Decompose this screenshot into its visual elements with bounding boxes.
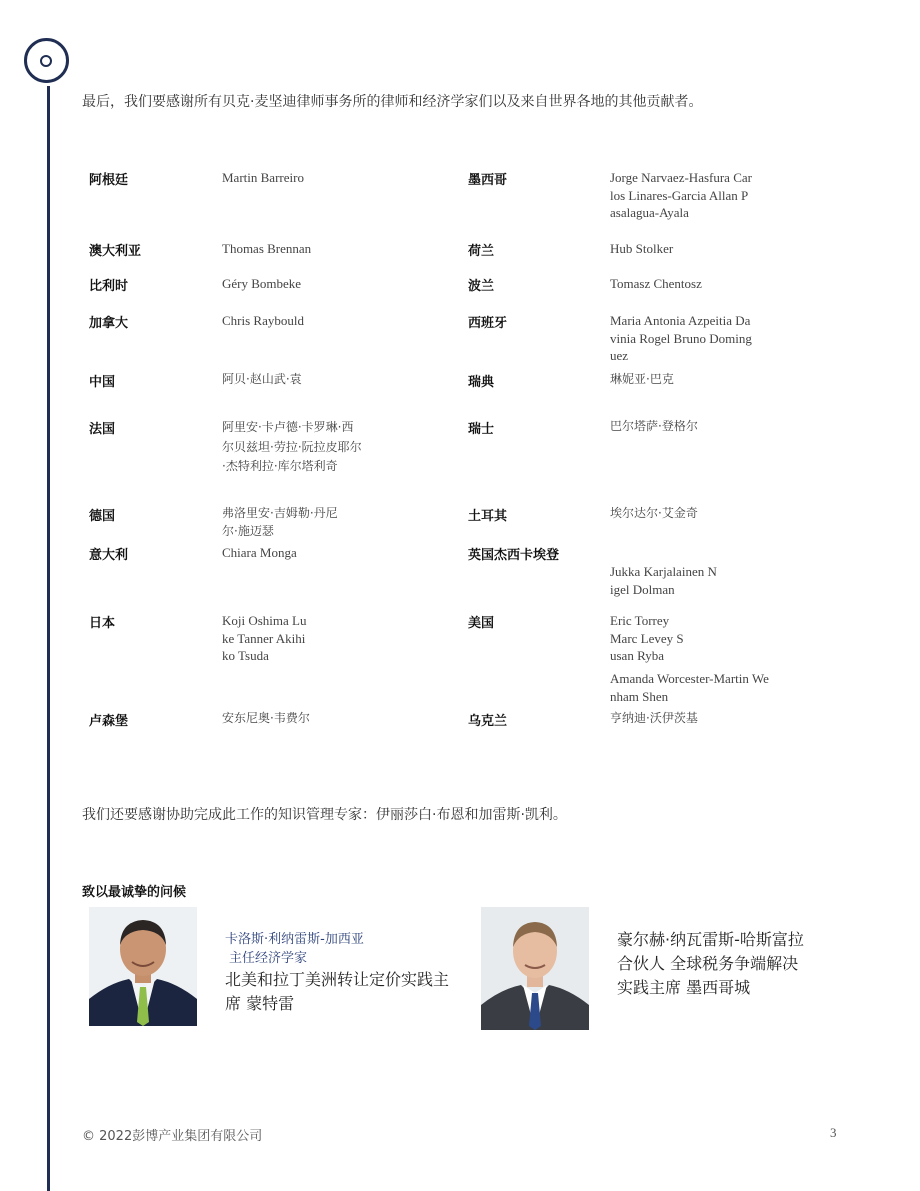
country-label: 瑞士 (468, 422, 495, 437)
contributor-names: Thomas Brennan (222, 241, 312, 256)
timeline-rail (47, 86, 50, 1191)
country-label: 乌克兰 (468, 714, 508, 729)
contributor-names: 亨纳迪·沃伊茨基 (610, 711, 698, 725)
contributor-names: Maria Antonia Azpeitia Da vinia Rogel Bruno Doming uez (610, 313, 752, 363)
contributor-names: Koji Oshima Lu ke Tanner Akihi ko Tsuda (222, 613, 307, 663)
country-label: 意大利 (89, 548, 129, 563)
contributor-names: Chiara Monga (222, 545, 297, 560)
country-label: 瑞典 (468, 375, 495, 390)
country-label: 卢森堡 (89, 714, 129, 729)
person-portrait-icon (481, 907, 589, 1030)
page-number: 3 (830, 1125, 837, 1140)
country-label: 法国 (89, 422, 116, 437)
contact-name: 卡洛斯·利纳雷斯-加西亚 (225, 932, 364, 947)
country-label: 美国 (468, 616, 495, 631)
contributor-names: 阿贝·赵山武·袁 (222, 372, 302, 386)
contributor-names: Jukka Karjalainen N igel Dolman (610, 564, 717, 597)
intro-text: 最后，我们要感谢所有贝克·麦坚迪律师事务所的律师和经济学家们以及来自世界各地的其他贡献者。 (82, 94, 703, 110)
country-label: 阿根廷 (89, 173, 129, 188)
contact-photo (89, 907, 197, 1026)
country-label: 西班牙 (468, 316, 508, 331)
knowledge-management-thanks: 我们还要感谢协助完成此工作的知识管理专家：伊丽莎白·布恩和加雷斯·凯利。 (82, 807, 567, 823)
country-label: 加拿大 (89, 316, 129, 331)
contributor-names: 埃尔达尔·艾金奇 (610, 506, 698, 520)
contributor-names: Jorge Narvaez-Hasfura Car los Linares-Garcia Allan P asalagua-Ayala (610, 170, 752, 220)
country-label: 波兰 (468, 279, 495, 294)
timeline-dot-icon (40, 55, 52, 67)
contributor-names: 琳妮亚·巴克 (610, 372, 674, 386)
country-label: 日本 (89, 616, 116, 631)
contributor-names: Eric Torrey Marc Levey S usan Ryba (610, 613, 684, 663)
contact-description: 豪尔赫·纳瓦雷斯-哈斯富拉 合伙人 全球税务争端解决实践主席 墨西哥城 (617, 930, 804, 997)
country-label: 澳大利亚 (89, 244, 142, 259)
contact-photo (481, 907, 589, 1030)
country-label: 墨西哥 (468, 173, 508, 188)
contact-description: 北美和拉丁美洲转让定价实践主席 蒙特雷 (225, 970, 450, 1013)
person-portrait-icon (89, 907, 197, 1026)
contributor-names: 巴尔塔萨·登格尔 (610, 419, 698, 433)
contributor-names: Géry Bombeke (222, 276, 302, 291)
contributor-names: Martin Barreiro (222, 170, 304, 185)
contributor-names: Hub Stolker (610, 241, 674, 256)
contributor-names: 弗洛里安·吉姆勒·丹尼 尔·施迈瑟 (222, 506, 338, 538)
country-label: 土耳其 (468, 509, 508, 524)
country-label: 中国 (89, 375, 116, 390)
copyright: © 2022彭博产业集团有限公司 (82, 1129, 263, 1144)
contributor-names: Tomasz Chentosz (610, 276, 702, 291)
country-label: 荷兰 (468, 244, 495, 259)
contact-title: 主任经济学家 (229, 951, 308, 966)
country-label: 英国杰西卡埃登 (468, 548, 560, 563)
contributor-names: 安东尼奥·韦费尔 (222, 711, 310, 725)
contributor-names: 阿里安·卡卢德·卡罗琳·西 尔贝兹坦·劳拉·阮拉皮耶尔 ·杰特利拉·库尔塔利奇 (222, 420, 362, 473)
country-label: 德国 (89, 509, 116, 524)
country-label: 比利时 (89, 279, 129, 294)
contributor-names: Chris Raybould (222, 313, 304, 328)
contributor-names: Amanda Worcester-Martin We nham Shen (610, 671, 769, 704)
regards-heading: 致以最诚挚的问候 (82, 885, 187, 900)
